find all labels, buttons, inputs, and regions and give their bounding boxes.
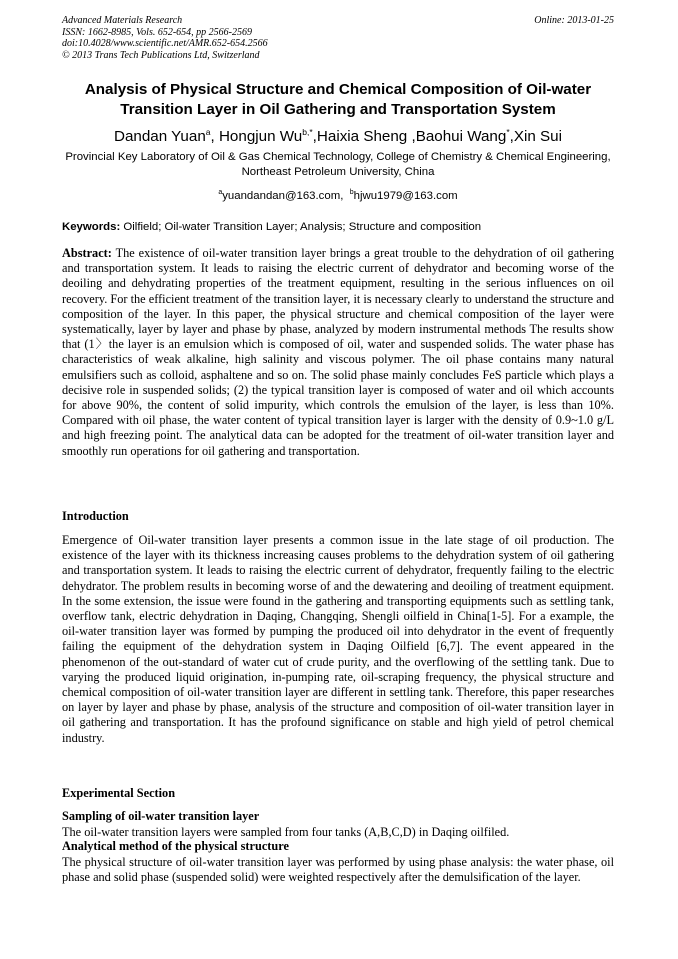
- email-superscript: b: [349, 189, 354, 196]
- introduction-text: Emergence of Oil-water transition layer presents a common issue in the late stage of oil production. The existence of the layer with its thickness increasing causes problems to the dehydration system of oil gathering and transportation system. It leads to raising the electric current of dehydrator, frequently failing to the electric dehydrator. The problem results in becoming worse of and the dewatering and deoiling of treatment equipment. In the some extension, the issue were found in the gathering and transporting equipments such as settling tank, overflow tank, electric dehydration in Daqing, Changqing, Shengli oilfield in China[1-5]. For a example, the oil-water transition layer was formed by pumping the produced oil into dehydrator in the event of frequently failing the equipment of the dehydration system in Daqing Oilfield [6,7]. The event appeared in the phenomenon of the out-standard of water cut of crude purity, and the overflowing of the settling tank. Due to varying the produced liquid origination, in-pumping rate, oil-scraping frequency, the physical structure and chemical composition of oil-water transition layer are different in settling tank. Therefore, this paper researches on layer by layer and phase by phase, analysis of the structure and composition of oil-water transition layer in oil gathering and transportation. It has the profound significance on stable and high yield of petrol chemical industry.: [62, 533, 614, 745]
- author-separator: ,: [407, 128, 416, 145]
- author-name: Xin Sui: [513, 128, 562, 145]
- author-name: Dandan Yuan: [113, 128, 206, 145]
- keywords-label: Keywords:: [62, 221, 121, 233]
- doi-line: doi:10.4028/www.scientific.net/AMR.652-654.2566: [62, 38, 268, 49]
- email-line: [62, 185, 614, 204]
- author-name: Baohui Wang: [415, 128, 507, 145]
- author-list: [62, 122, 614, 147]
- issn-line: ISSN: 1662-8985, Vols. 652-654, pp 2566-2569: [62, 26, 252, 38]
- abstract: [62, 246, 614, 459]
- keywords: [62, 220, 614, 235]
- author-name: Haixia Sheng: [316, 128, 408, 145]
- abstract-label: Abstract:: [62, 246, 112, 260]
- analytical-heading: Analytical method of the physical structure: [62, 839, 289, 853]
- keywords-text: Oilfield; Oil-water Transition Layer; Analysis; Structure and composition: [120, 221, 482, 233]
- introduction-heading: Introduction: [62, 509, 129, 523]
- author-separator: ,: [509, 128, 514, 145]
- email-superscript: a: [218, 189, 223, 196]
- affiliation: Provincial Key Laboratory of Oil & Gas Chemical Technology, College of Chemistry & Chemical Engineering, Northeast Petroleum University, China: [65, 151, 611, 178]
- copyright-line: © 2013 Trans Tech Publications Ltd, Switzerland: [62, 49, 260, 61]
- author-superscript: *: [506, 127, 510, 137]
- paper-title: Analysis of Physical Structure and Chemical Composition of Oil-water Transition Layer in Oil Gathering and Transportation System: [84, 81, 592, 118]
- author-separator: ,: [312, 128, 317, 145]
- journal-name: Advanced Materials Research: [62, 15, 183, 26]
- email-address: yuandandan@163.com,: [222, 190, 344, 202]
- journal-header: [62, 15, 268, 61]
- sampling-text: The oil-water transition layers were sampled from four tanks (A,B,C,D) in Daqing oilfiled.: [62, 825, 510, 839]
- author-name: Hongjun Wu: [218, 128, 303, 145]
- sampling-heading: Sampling of oil-water transition layer: [62, 809, 260, 823]
- online-date: Online: 2013-01-25: [534, 15, 614, 26]
- analytical-text: The physical structure of oil-water transition layer was performed by using phase analysis: the water phase, oil phase and solid phase (suspended solid) were weighted respectively after the demulsification of the layer.: [62, 855, 614, 885]
- author-superscript: a: [205, 127, 211, 137]
- author-superscript: b,*: [302, 127, 313, 137]
- author-separator: ,: [210, 128, 219, 145]
- email-address: hjwu1979@163.com: [353, 190, 458, 202]
- experimental-heading: Experimental Section: [62, 786, 176, 800]
- abstract-text: The existence of oil-water transition layer brings a great trouble to the dehydration of oil gathering and transportation system. It leads to raising the electric current of dehydrator and becoming worse of the deoiling and dehydrating properties of the treatment equipment, resulting in the serious influences on oil recovery. For the efficient treatment of the transition layer, it is necessary clearly to understand the structure and composition of the layer. In this paper, the physical structure and chemical composition of the layer were systematically, layer by layer and phase by phase, analyzed by modern instrumental methods The results show that (1〉the layer is an emulsion which is composed of oil, water and suspended solids. The water phase has characteristics of weak alkaline, high salinity and viscous polymer. The oil phase contains many natural emulsifiers such as colloid, asphaltene and so on. The solid phase mainly concludes FeS particle which plays a decisive role in suspended solids; (2) the typical transition layer is composed of water and oil which accounts for above 90%, the content of solid impurity, which controls the emulsion of the layer, is less than 10%. Compared with oil phase, the water content of typical transition layer is larger with the density of 0.9~1.0 g/L and high freezing point. The analytical data can be adopted for the treatment of oil-water transition layer and smoothly run operations for oil gathering and transportation.: [62, 246, 614, 458]
